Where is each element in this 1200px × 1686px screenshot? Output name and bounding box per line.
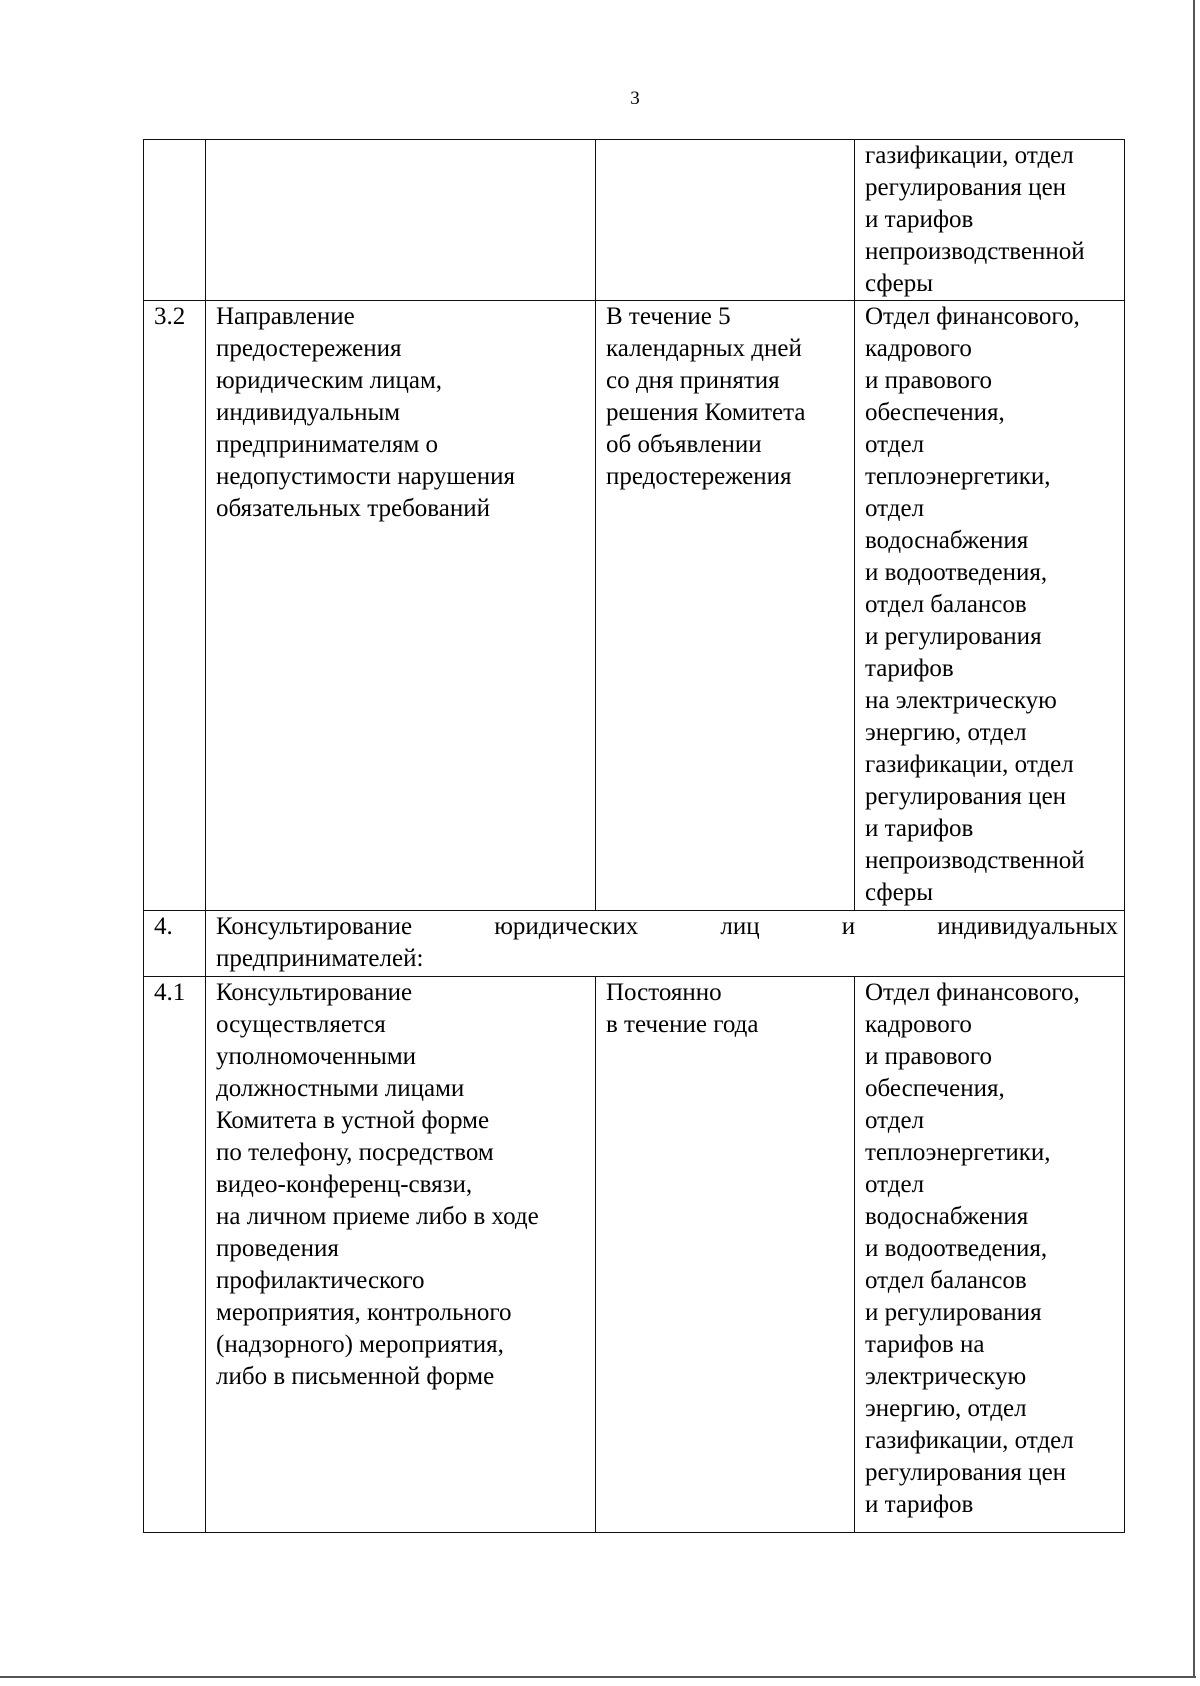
section-4-title-line2: предпринимателей:	[216, 945, 424, 972]
cell-activity: Консультирование осуществляется уполномоченными должностными лицами Комитета в устной форме по телефону, посредством видео-конференц-связи, на личном приеме либо в ходе проведения профилактического мероприятия, контрольного (надзорного) мероприятия, либо в письменной форме	[206, 977, 596, 1533]
section-4-title	[206, 911, 1125, 977]
cell-deadline	[596, 140, 855, 301]
page-edge-right	[1193, 0, 1195, 1676]
plan-table	[143, 139, 1125, 1533]
cell-responsible: Отдел финансового, кадрового и правового обеспечения, отдел теплоэнергетики, отдел водоснабжения и водоотведения, отдел балансов и регулирования тарифов на электрическую энергию, отдел газификации, отдел регулирования цен и тарифов непроизводственной сферы	[855, 301, 1125, 911]
cell-deadline: Постоянно в течение года	[596, 977, 855, 1533]
table-row-3-2	[144, 301, 1125, 911]
cell-num	[144, 140, 206, 301]
section-4-title-line1: Консультирование юридических лиц и индивидуальных	[216, 913, 1118, 940]
cell-activity: Направление предостережения юридическим лицам, индивидуальным предпринимателям о недопустимости нарушения обязательных требований	[206, 301, 596, 911]
cell-responsible: Отдел финансового, кадрового и правового обеспечения, отдел теплоэнергетики, отдел водоснабжения и водоотведения, отдел балансов и регулирования тарифов на электрическую энергию, отдел газификации, отдел регулирования цен и тарифов	[855, 977, 1125, 1533]
cell-num: 4.	[144, 911, 206, 977]
page-number: 3	[630, 88, 640, 109]
cell-responsible: газификации, отдел регулирования цен и тарифов непроизводственной сферы	[855, 140, 1125, 301]
page-edge-bottom	[0, 1676, 1196, 1678]
cell-num: 3.2	[144, 301, 206, 911]
table-row-continuation	[144, 140, 1125, 301]
table-row-4-1	[144, 977, 1125, 1533]
cell-deadline: В течение 5 календарных дней со дня принятия решения Комитета об объявлении предостережения	[596, 301, 855, 911]
cell-activity	[206, 140, 596, 301]
table-row-section-4	[144, 911, 1125, 977]
cell-num: 4.1	[144, 977, 206, 1533]
